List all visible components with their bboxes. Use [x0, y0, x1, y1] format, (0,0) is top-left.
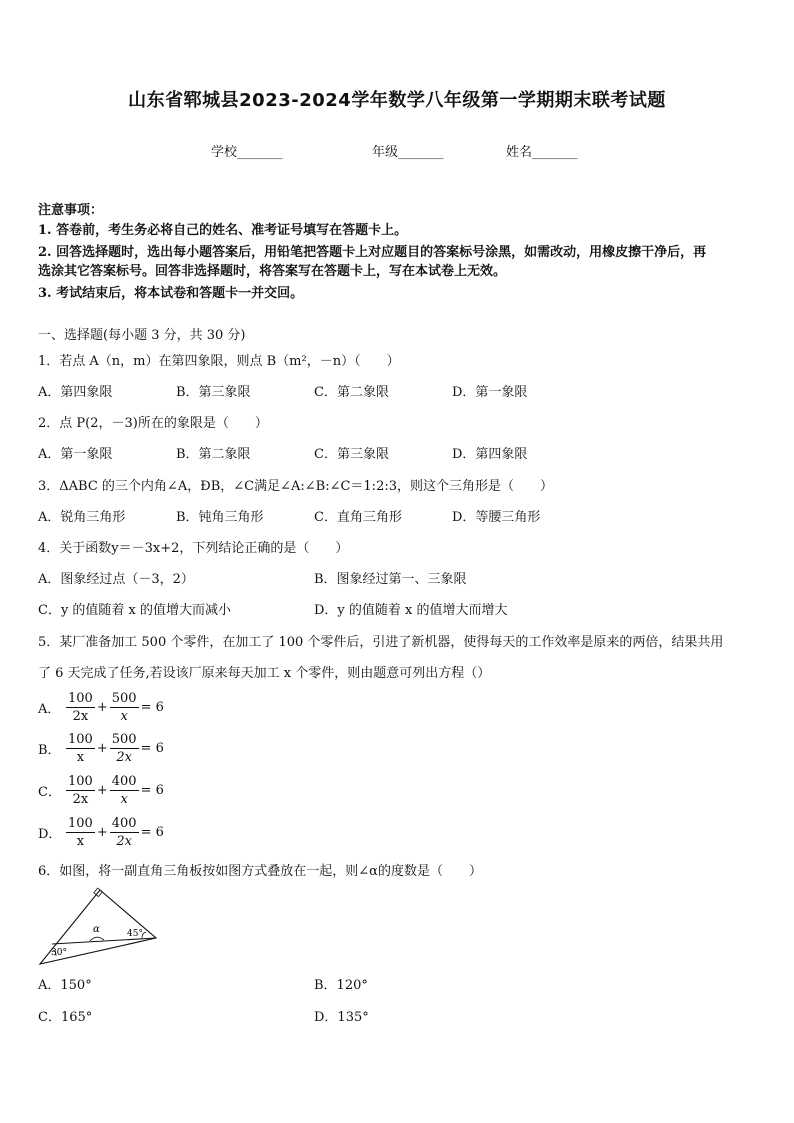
option-b: B．图象经过第一、三象限: [314, 572, 467, 587]
option-d: D．第四象限: [452, 447, 528, 462]
equation-option-c: C． $\frac{100}{2x}$ + $\frac{400}{x}$ = 6: [38, 774, 164, 807]
option-a: A．第一象限: [38, 447, 113, 462]
option-c: C．第二象限: [314, 385, 389, 400]
option-c: C．直角三角形: [314, 510, 402, 525]
option-d: D．第一象限: [452, 385, 528, 400]
fraction: $\frac{400}{x}$: [111, 774, 137, 807]
name-field: 姓名_______: [506, 145, 578, 160]
question-3-stem: 3．ΔABC 的三个内角∠A，ÐB，∠C满足∠A:∠B:∠C＝1:2:3，则这个三角形是（ ）: [38, 479, 553, 494]
notes-heading: 注意事项：: [38, 203, 104, 218]
equation-option-a: A． $\frac{100}{2x}$ + $\frac{500}{x}$ = 6: [38, 691, 164, 724]
option-label: C．: [38, 785, 61, 800]
fraction: $\frac{100}{2x}$: [68, 691, 93, 724]
triangle-figure: [38, 886, 162, 968]
option-a: A．锐角三角形: [38, 510, 126, 525]
alpha-label: α: [93, 924, 100, 935]
option-a: A．图象经过点（－3，2）: [38, 572, 194, 587]
question-6-stem: 6．如图，将一副直角三角板按如图方式叠放在一起，则∠α的度数是（ ）: [38, 864, 482, 879]
question-2-stem: 2．点 P(2，－3)所在的象限是（ ）: [38, 416, 268, 431]
school-field: 学校_______: [211, 145, 283, 160]
exam-title: 山东省郓城县2023-2024学年数学八年级第一学期期末联考试题: [128, 90, 666, 111]
option-b: B．钝角三角形: [176, 510, 264, 525]
option-b: B．120°: [314, 978, 368, 993]
fraction: $\frac{100}{x}$: [68, 816, 93, 849]
question-4-stem: 4．关于函数y＝－3x+2，下列结论正确的是（ ）: [38, 541, 349, 556]
option-label: A．: [38, 702, 61, 717]
option-label: B．: [38, 743, 61, 758]
option-a: A．第四象限: [38, 385, 113, 400]
section-heading: 一、选择题(每小题 3 分，共 30 分): [38, 328, 246, 343]
option-d: D．y 的值随着 x 的值增大而增大: [314, 603, 508, 618]
fraction: $\frac{100}{x}$: [68, 732, 93, 765]
fraction: $\frac{400}{2x}$: [111, 816, 137, 849]
equation-option-b: B． $\frac{100}{x}$ + $\frac{500}{2x}$ = 6: [38, 732, 164, 765]
option-c: C．165°: [38, 1010, 93, 1025]
angle-45-label: 45°: [127, 929, 143, 939]
fraction: $\frac{100}{2x}$: [68, 774, 93, 807]
angle-30-label: 30°: [51, 948, 67, 958]
fraction: $\frac{500}{x}$: [111, 691, 137, 724]
grade-field: 年级_______: [372, 145, 444, 160]
option-label: D．: [38, 827, 62, 842]
option-a: A．150°: [38, 978, 92, 993]
option-d: D．等腰三角形: [452, 510, 541, 525]
option-c: C．第三象限: [314, 447, 389, 462]
option-b: B．第三象限: [176, 385, 251, 400]
option-b: B．第二象限: [176, 447, 251, 462]
note-item: 2. 回答选择题时，选出每小题答案后，用铅笔把答题卡上对应题目的答案标号涂黑，如需改动，用橡皮擦干净后，再: [38, 245, 707, 260]
option-c: C．y 的值随着 x 的值增大而减小: [38, 603, 232, 618]
option-d: D．135°: [314, 1010, 369, 1025]
note-item: 选涂其它答案标号。回答非选择题时，将答案写在答题卡上，写在本试卷上无效。: [38, 264, 507, 279]
note-item: 3. 考试结束后，将本试卷和答题卡一并交回。: [38, 286, 304, 301]
note-item: 1. 答卷前，考生务必将自己的姓名、准考证号填写在答题卡上。: [38, 223, 408, 238]
equation-option-d: D． $\frac{100}{x}$ + $\frac{400}{2x}$ = 6: [38, 816, 164, 849]
question-1-stem: 1．若点 A（n，m）在第四象限，则点 B（m²，－n）（ ）: [38, 354, 400, 369]
question-5-stem-cont: 了 6 天完成了任务,若设该厂原来每天加工 x 个零件，则由题意可列出方程（）: [38, 666, 491, 681]
question-5-stem: 5．某厂准备加工 500 个零件，在加工了 100 个零件后，引进了新机器，使得每天的工作效率是原来的两倍，结果共用: [38, 635, 724, 650]
fraction: $\frac{500}{2x}$: [111, 732, 137, 765]
